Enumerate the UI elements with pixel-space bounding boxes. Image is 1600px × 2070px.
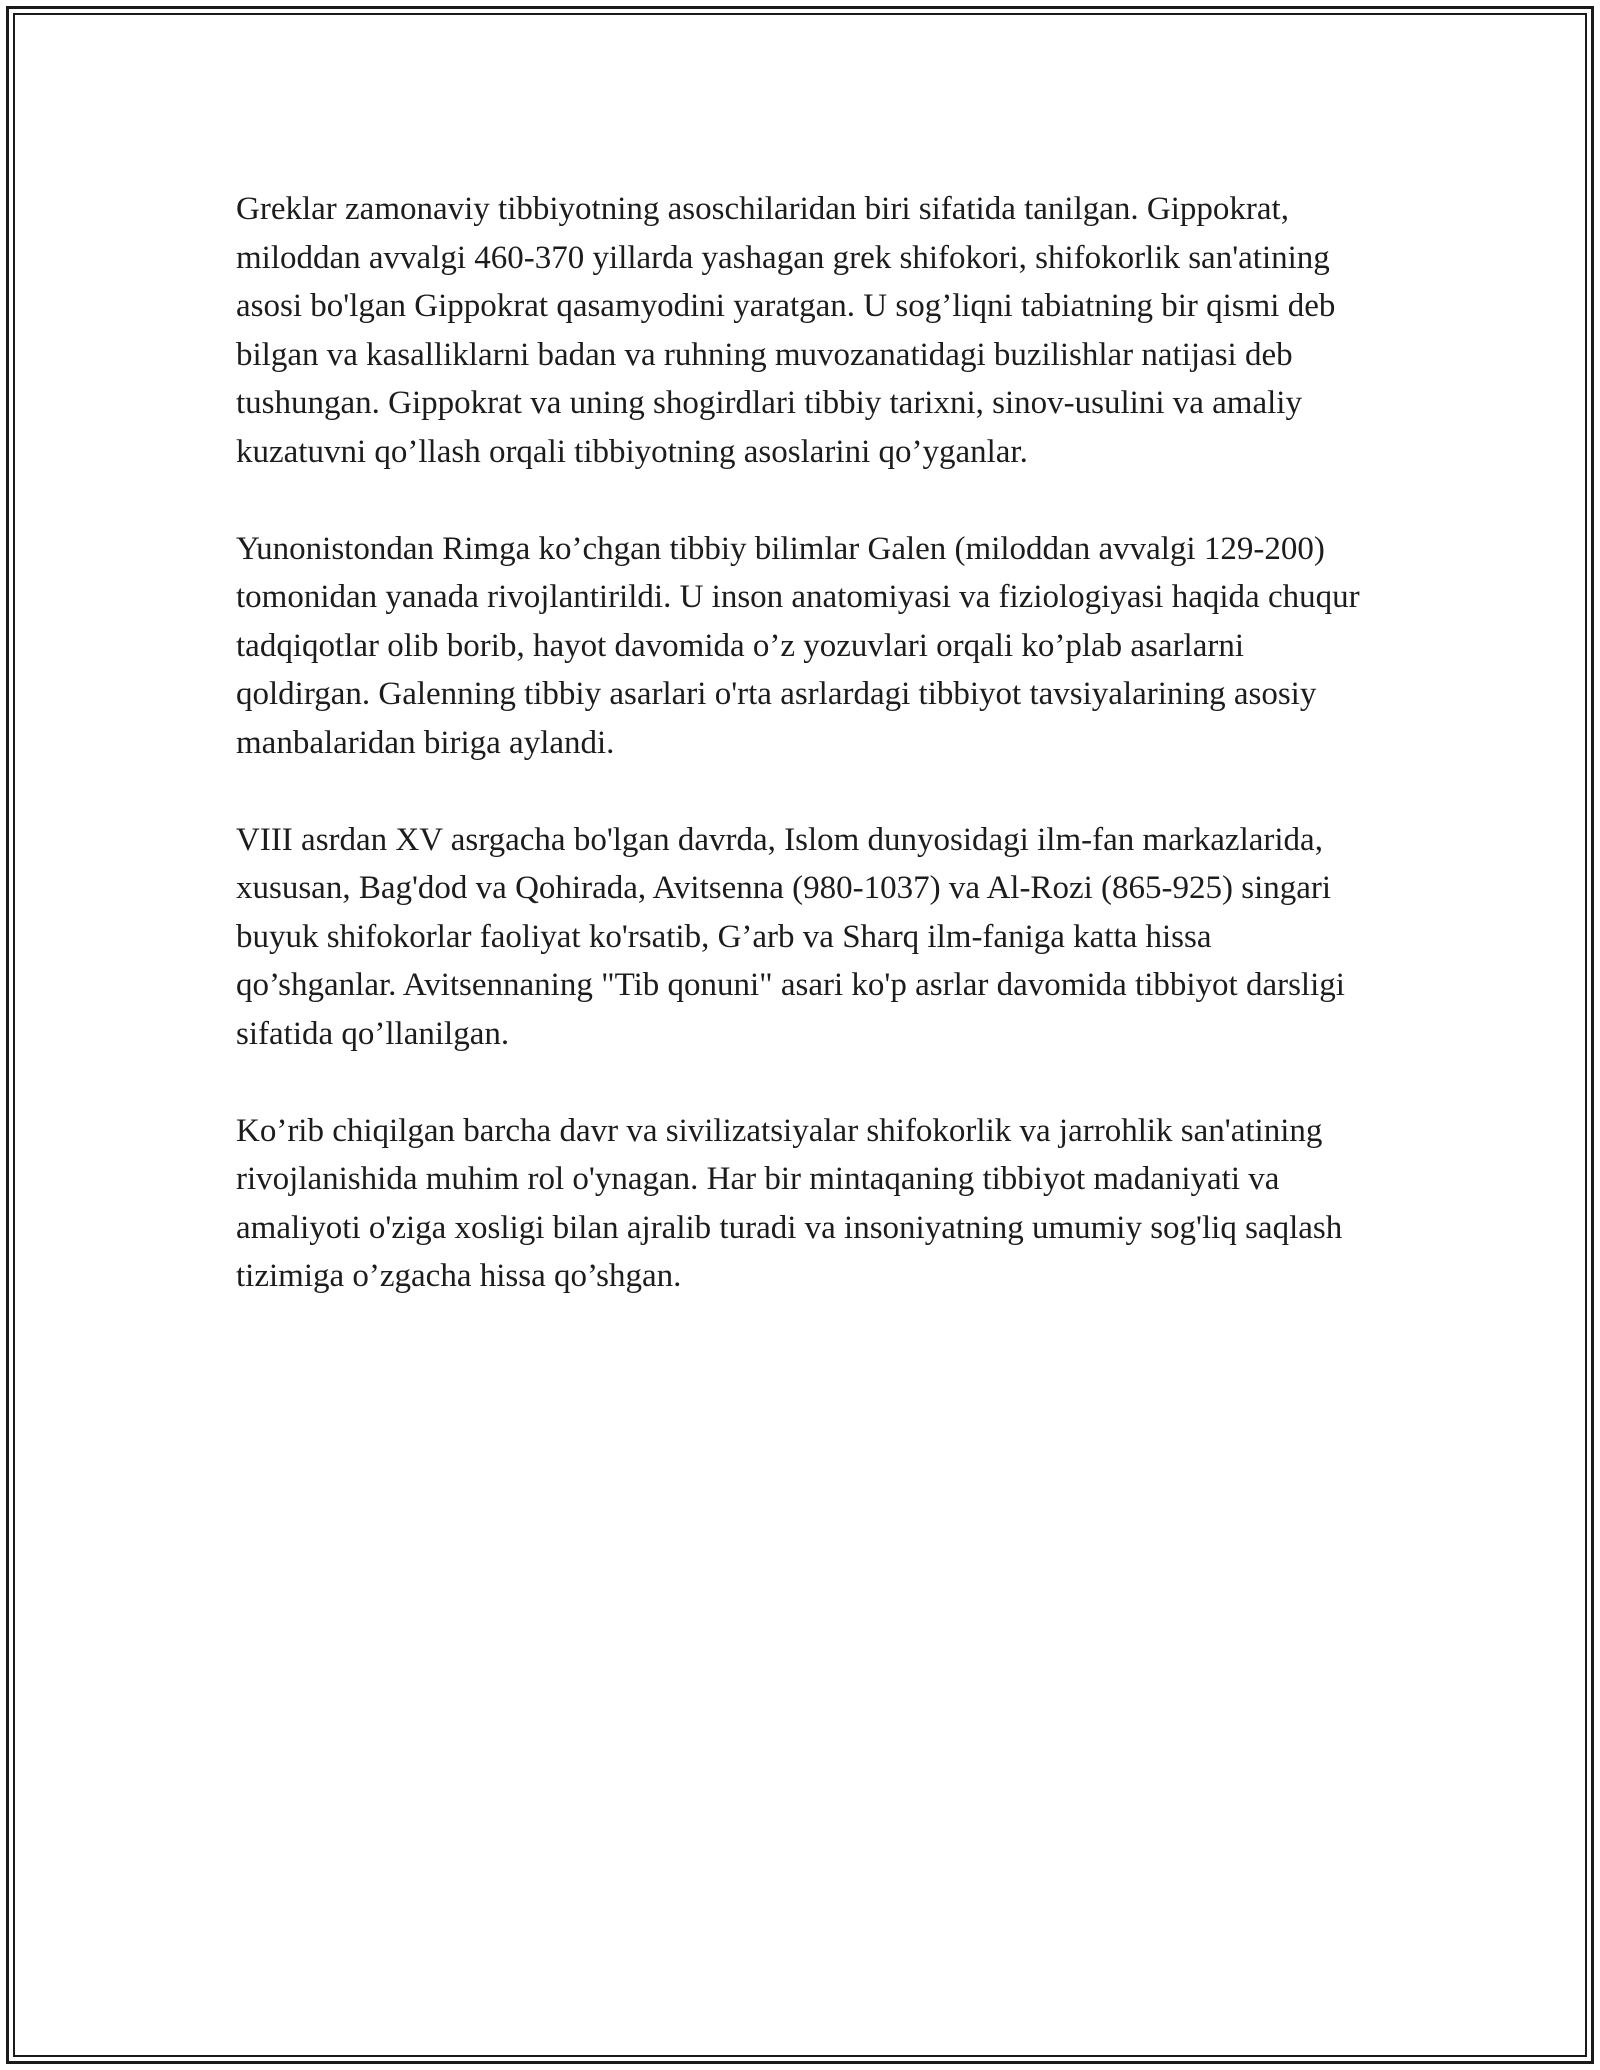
paragraph-conclusion: Ko’rib chiqilgan barcha davr va sivilizatsiyalar shifokorlik va jarrohlik san'atining rivojlanishida muhim rol o'ynagan. Har bir mintaqaning tibbiyot madaniyati va amaliyoti o'ziga xosligi bilan ajralib turadi va insoniyatning umumiy sog'liq saqlash tizimiga o’zgacha hissa qo’shgan. xyxy=(236,1112,1343,1294)
paragraph-islamic-medicine: VIII asrdan XV asrgacha bo'lgan davrda, Islom dunyosidagi ilm-fan markazlarida, xususan, Bag'dod va Qohirada, Avitsenna (980-1037) va Al-Rozi (865-925) singari buyuk shifokorlar faoliyat ko'rsatib, G’arb va Sharq ilm-faniga katta hissa qo’shganlar. Avitsennaning "Tib qonuni" asari ko'p asrlar davomida tibbiyot darsligi sifatida qo’llanilgan. xyxy=(236,821,1345,1052)
paragraph-galen: Yunonistondan Rimga ko’chgan tibbiy bilimlar Galen (miloddan avvalgi 129-200) tomonidan yanada rivojlantirildi. U inson anatomiyasi va fiziologiyasi haqida chuqur tadqiqotlar olib borib, hayot davomida o’z yozuvlari orqali ko’plab asarlarni qoldirgan. Galenning tibbiy asarlari o'rta asrlardagi tibbiyot tavsiyalarining asosiy manbalaridan biriga aylandi. xyxy=(236,530,1360,761)
paragraph-greek-medicine: Greklar zamonaviy tibbiyotning asoschilaridan biri sifatida tanilgan. Gippokrat, miloddan avvalgi 460-370 yillarda yashagan grek shifokori, shifokorlik san'atining asosi bo'lgan Gippokrat qasamyodini yaratgan. U sog’liqni tabiatning bir qismi deb bilgan va kasalliklarni badan va ruhning muvozanatidagi buzilishlar natijasi deb tushungan. Gippokrat va uning shogirdlari tibbiy tarixni, sinov-usulini va amaliy kuzatuvni qo’llash orqali tibbiyotning asoslarini qo’yganlar. xyxy=(236,191,1336,470)
document-body xyxy=(236,185,1366,1349)
